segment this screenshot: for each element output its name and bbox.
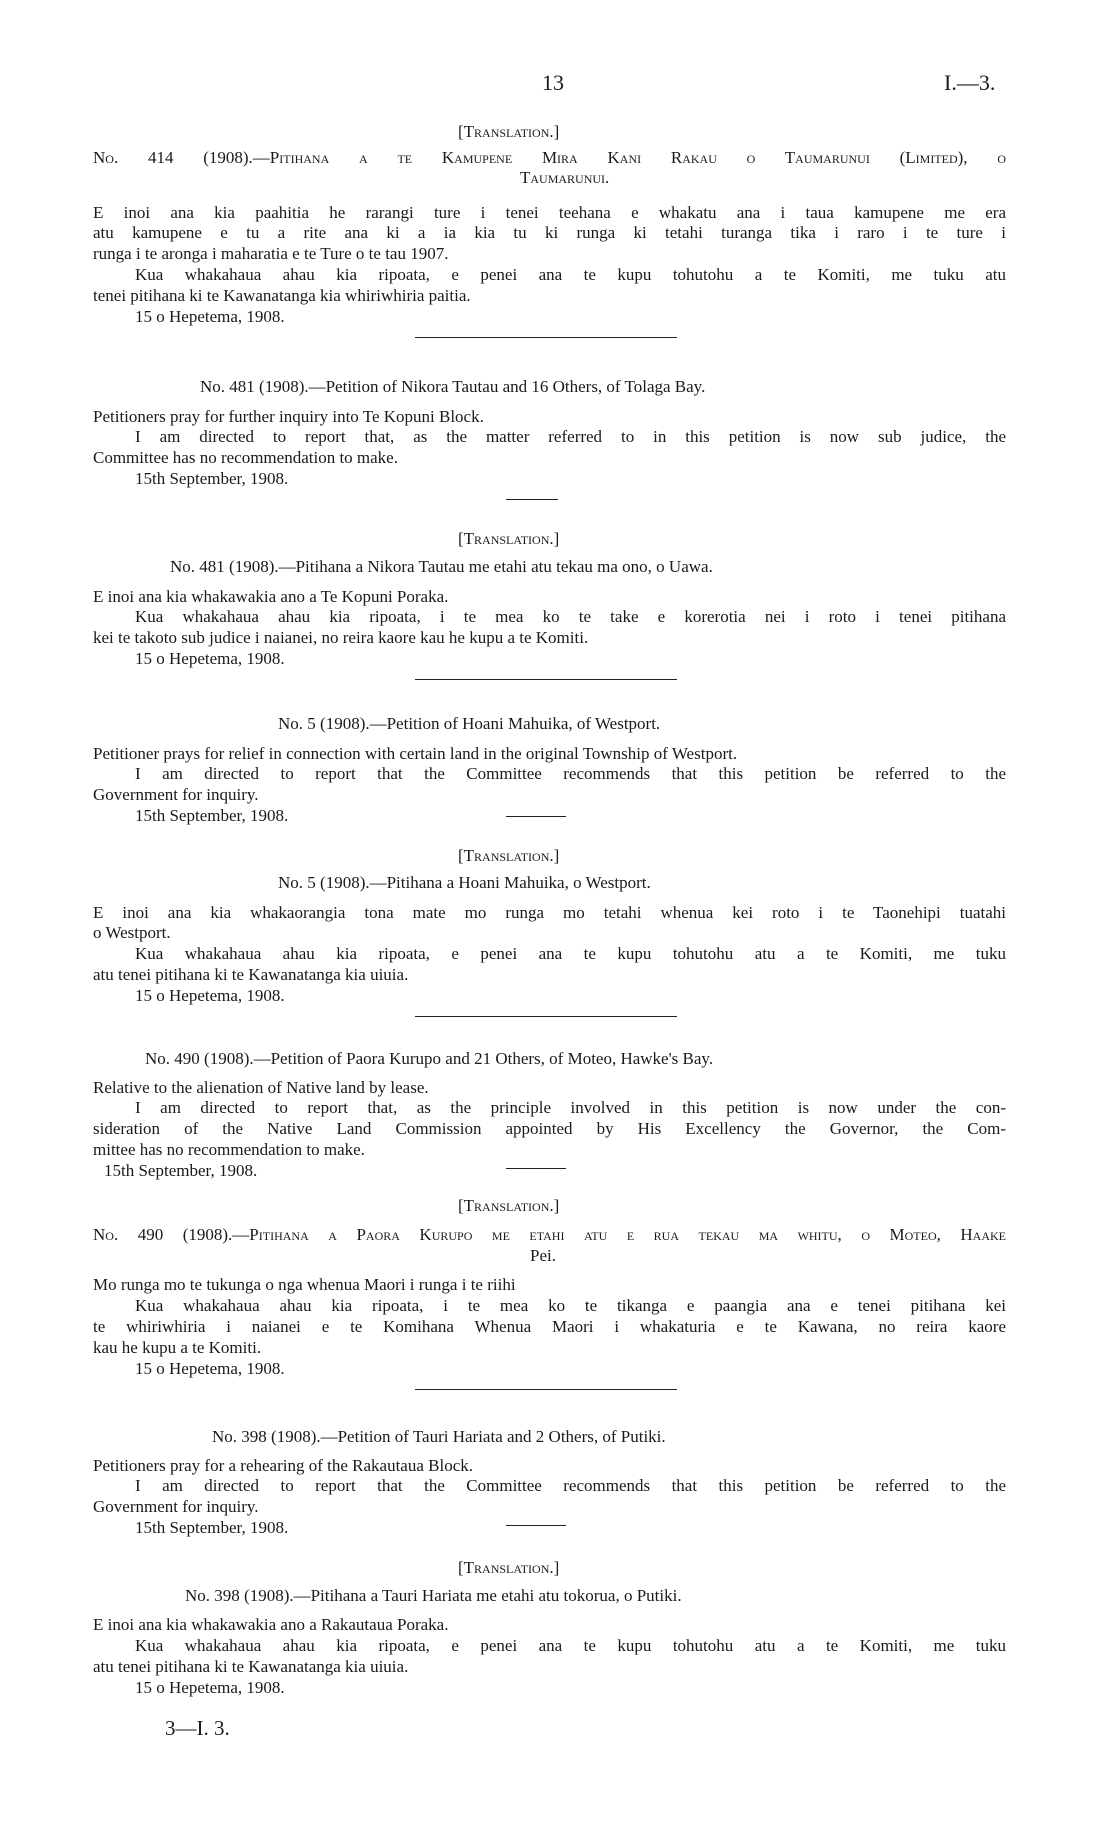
body-line: Government for inquiry. <box>93 1497 259 1516</box>
body-line: I am directed to report that, as the matter referred to in this petition is now sub judice, the <box>135 427 1006 446</box>
petition-subject: Petitioners pray for a rehearing of the Rakautaua Block. <box>93 1456 474 1475</box>
petition-title <box>93 148 1006 168</box>
petition-title-continued: Taumarunui. <box>520 168 610 187</box>
body-line: Kua whakahaua ahau kia ripoata, i te mea ko te take e korerotia nei i roto i tenei pitihana <box>135 607 1006 626</box>
petition-title: No. 5 (1908).—Pitihana a Hoani Mahuika, o Westport. <box>278 873 651 892</box>
petition-title-text: No. 414 (1908).—Pitihana a te Kamupene Mira Kani Rakau o Taumarunui (Limited), o <box>93 148 1006 167</box>
petition-subject-continued: o Westport. <box>93 923 171 942</box>
body-line: Committee has no recommendation to make. <box>93 448 398 467</box>
date-line: 15th September, 1908. <box>104 1161 258 1180</box>
date-line: 15th September, 1908. <box>135 469 289 488</box>
body-line: I am directed to report that the Committee recommends that this petition be referred to the <box>135 1476 1006 1495</box>
section-divider <box>506 816 566 817</box>
section-divider <box>506 1168 566 1169</box>
body-line: I am directed to report that the Committee recommends that this petition be referred to the <box>135 764 1006 783</box>
date-line: 15 o Hepetema, 1908. <box>135 1678 285 1697</box>
translation-heading: [Translation.] <box>458 1196 560 1215</box>
translation-heading: [Translation.] <box>458 122 560 141</box>
date-line: 15 o Hepetema, 1908. <box>135 986 285 1005</box>
body-line: kau he kupu a te Komiti. <box>93 1338 262 1357</box>
section-divider <box>506 499 558 500</box>
petition-title: No. 490 (1908).—Petition of Paora Kurupo and 21 Others, of Moteo, Hawke's Bay. <box>145 1049 714 1068</box>
date-line: 15th September, 1908. <box>135 806 289 825</box>
petition-title: No. 398 (1908).—Pitihana a Tauri Hariata me etahi atu tokorua, o Putiki. <box>185 1586 682 1605</box>
document-reference: I.—3. <box>944 70 996 95</box>
petition-title: No. 5 (1908).—Petition of Hoani Mahuika, of Westport. <box>278 714 661 733</box>
petition-subject: E inoi ana kia whakawakia ano a Te Kopuni Poraka. <box>93 587 449 606</box>
section-divider <box>506 1525 566 1526</box>
petition-subject: E inoi ana kia whakaorangia tona mate mo runga mo tetahi whenua kei roto i te Taonehipi tuatahi <box>93 903 1006 922</box>
body-line: kei te takoto sub judice i naianei, no reira kaore kau he kupu a te Komiti. <box>93 628 589 647</box>
date-line: 15 o Hepetema, 1908. <box>135 1359 285 1378</box>
body-line: Kua whakahaua ahau kia ripoata, e penei ana te kupu tohutohu atu a te Komiti, me tuku <box>135 1636 1006 1655</box>
body-line: Kua whakahaua ahau kia ripoata, e penei ana te kupu tohutohu atu a te Komiti, me tuku <box>135 944 1006 963</box>
body-line: te whiriwhiria i naianei e te Komihana Whenua Maori i whakaturia e te Kawana, no reira kaore <box>93 1317 1006 1336</box>
petition-title: No. 398 (1908).—Petition of Tauri Hariata and 2 Others, of Putiki. <box>212 1427 666 1446</box>
body-line: atu kamupene e tu a rite ana ki a ia kia tu ki runga ki tetahi turanga tika i raro i te ture i <box>93 223 1006 242</box>
body-line: Kua whakahaua ahau kia ripoata, e penei ana te kupu tohutohu a te Komiti, me tuku atu <box>135 265 1006 284</box>
body-line: runga i te aronga i maharatia e te Ture o te tau 1907. <box>93 244 449 263</box>
petition-title-continued: Pei. <box>530 1246 556 1265</box>
petition-subject: Relative to the alienation of Native land by lease. <box>93 1078 429 1097</box>
petition-title <box>93 1225 1006 1245</box>
petition-subject: Petitioners pray for further inquiry into Te Kopuni Block. <box>93 407 484 426</box>
signature-mark: 3—I. 3. <box>165 1716 230 1740</box>
body-line: E inoi ana kia paahitia he rarangi ture i tenei teehana e whakatu ana i taua kamupene me era <box>93 203 1006 222</box>
body-line: sideration of the Native Land Commission appointed by His Excellency the Governor, the Com- <box>93 1119 1006 1138</box>
petition-subject: Mo runga mo te tukunga o nga whenua Maori i runga i te riihi <box>93 1275 516 1294</box>
petition-title-text: No. 490 (1908).—Pitihana a Paora Kurupo me etahi atu e rua tekau ma whitu, o Moteo, Haake <box>93 1225 1006 1244</box>
translation-heading: [Translation.] <box>458 1558 560 1577</box>
translation-heading: [Translation.] <box>458 529 560 548</box>
body-line: tenei pitihana ki te Kawanatanga kia whiriwhiria paitia. <box>93 286 471 305</box>
translation-heading: [Translation.] <box>458 846 560 865</box>
section-divider <box>415 1389 677 1390</box>
petition-subject: Petitioner prays for relief in connection with certain land in the original Township of Westport. <box>93 744 738 763</box>
body-line: atu tenei pitihana ki te Kawanatanga kia uiuia. <box>93 1657 409 1676</box>
date-line: 15th September, 1908. <box>135 1518 289 1537</box>
petition-title: No. 481 (1908).—Pitihana a Nikora Tautau me etahi atu tekau ma ono, o Uawa. <box>170 557 713 576</box>
date-line: 15 o Hepetema, 1908. <box>135 307 285 326</box>
petition-subject: E inoi ana kia whakawakia ano a Rakautaua Poraka. <box>93 1615 449 1634</box>
body-line: Kua whakahaua ahau kia ripoata, i te mea ko te tikanga e paangia ana e tenei pitihana kei <box>135 1296 1006 1315</box>
body-line: mittee has no recommendation to make. <box>93 1140 365 1159</box>
section-divider <box>415 337 677 338</box>
body-line: Government for inquiry. <box>93 785 259 804</box>
section-divider <box>415 1016 677 1017</box>
page-number: 13 <box>542 70 564 95</box>
body-line: atu tenei pitihana ki te Kawanatanga kia uiuia. <box>93 965 409 984</box>
section-divider <box>415 679 677 680</box>
body-line: I am directed to report that, as the principle involved in this petition is now under the con- <box>135 1098 1006 1117</box>
date-line: 15 o Hepetema, 1908. <box>135 649 285 668</box>
petition-title: No. 481 (1908).—Petition of Nikora Tautau and 16 Others, of Tolaga Bay. <box>200 377 706 396</box>
